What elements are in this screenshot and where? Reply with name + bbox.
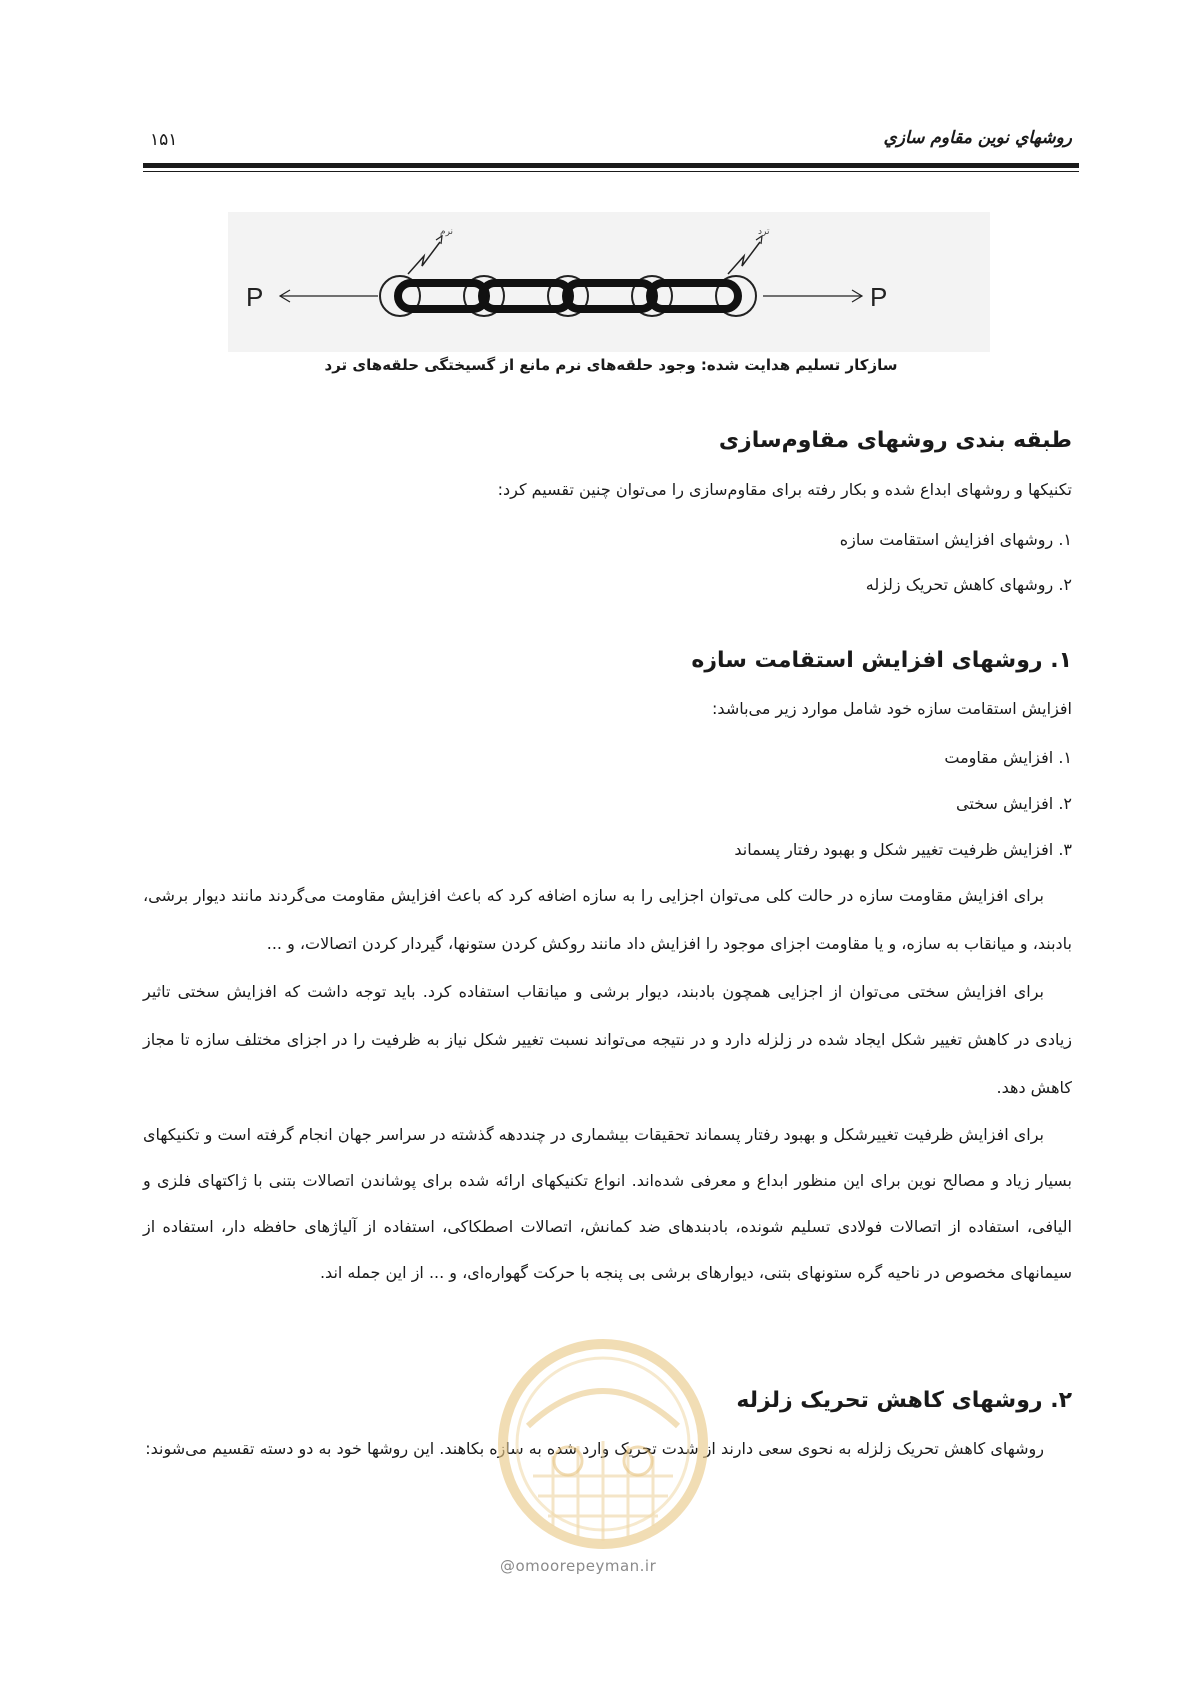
watermark-logo xyxy=(488,1336,718,1581)
classification-item-2: ۲. روشهای کاهش تحریک زلزله xyxy=(865,575,1072,594)
running-header-title: روشهاي نوين مقاوم سازي xyxy=(883,128,1072,148)
section1-item-3: ۳. افزایش ظرفیت تغییر شکل و بهبود رفتار پسماند xyxy=(734,840,1072,859)
brittle-link xyxy=(566,283,654,309)
heading-section-2: ۲. روشهای کاهش تحریک زلزله xyxy=(736,1388,1072,1413)
section1-intro: افزایش استقامت سازه خود شامل موارد زیر می‌باشد: xyxy=(712,699,1072,718)
right-force-label: P xyxy=(870,282,888,312)
classification-intro: تکنیکها و روشهای ابداع شده و بکار رفته برای مقاوم‌سازی را می‌توان چنین تقسیم کرد: xyxy=(497,480,1072,499)
header-rule-thin xyxy=(143,171,1079,172)
brittle-tag: ترد xyxy=(758,227,770,237)
brittle-link xyxy=(482,283,570,309)
header-rule-thick xyxy=(143,163,1079,168)
chain-figure xyxy=(228,212,990,352)
brittle-link xyxy=(398,283,486,309)
classification-item-1: ۱. روشهای افزایش استقامت سازه xyxy=(839,530,1072,549)
section1-paragraph-1: برای افزایش مقاومت سازه در حالت کلی می‌توان اجزایی را به سازه اضافه کرد که باعث افزایش مقاومت می‌گردند مانند دیوار برشی، بادبند، و میانقاب به سازه، و یا مقاومت اجزای موجود را افزایش داد مانند روکش کردن ستونها، گیردار کردن اتصالات، و ... xyxy=(143,886,1072,953)
page-number: ۱۵۱ xyxy=(150,130,178,150)
left-force-label: P xyxy=(246,282,264,312)
section2-paragraph-1: روشهای کاهش تحریک زلزله به نحوی سعی دارند از شدت تحریک وارد شده به سازه بکاهند. این روشها خود به دو دسته تقسیم می‌شوند: xyxy=(145,1439,1044,1458)
leader-left xyxy=(408,242,440,274)
figure-caption: سازکار تسلیم هدایت شده: وجود حلقه‌های نرم مانع از گسیختگی حلقه‌های ترد xyxy=(324,356,898,374)
ductile-tag: نرم xyxy=(440,227,454,237)
heading-classification: طبقه بندی روشهای مقاوم‌سازی xyxy=(718,428,1072,453)
heading-section-1: ۱. روشهای افزایش استقامت سازه xyxy=(691,648,1072,673)
watermark-text: @omoorepeyman.ir xyxy=(500,1557,657,1575)
leader-right xyxy=(728,242,760,274)
section1-paragraph-3: برای افزایش ظرفیت تغییرشکل و بهبود رفتار پسماند تحقیقات بیشماری در چنددهه گذشته در سراسر جهان انجام گرفته است و تکنیکهای بسیار زیاد و مصالح نوین برای این منظور ابداع و معرفی شده‌اند. انواع تکنیکهای ارائه شده برای پوشاندن اتصالات بتنی با ژاکتهای فلزی و الیافی، استفاده از اتصالات فولادی تسلیم شونده، بادبندهای ضد کمانش، اتصالات اصطکاکی، استفاده از آلیاژهای حافظه دار، استفاده از سیمانهای مخصوص در ناحیه گره ستونهای بتنی، دیوارهای برشی بی پنجه با حرکت گهواره‌ای، و ... از این جمله اند. xyxy=(143,1125,1072,1282)
section1-item-2: ۲. افزایش سختی xyxy=(956,794,1072,813)
brittle-link xyxy=(650,283,738,309)
chain-diagram xyxy=(228,212,990,352)
section1-item-1: ۱. افزایش مقاومت xyxy=(944,748,1072,767)
section1-paragraph-2: برای افزایش سختی می‌توان از اجزایی همچون بادبند، دیوار برشی و میانقاب استفاده کرد. باید توجه داشت که افزایش سختی تاثیر زیادی در کاهش تغییر شکل ایجاد شده در زلزله دارد و در نتیجه می‌تواند نسبت تغییر شکل نیاز به ظرفیت را در اجزای مختلف سازه تا مجاز کاهش دهد. xyxy=(143,982,1072,1097)
